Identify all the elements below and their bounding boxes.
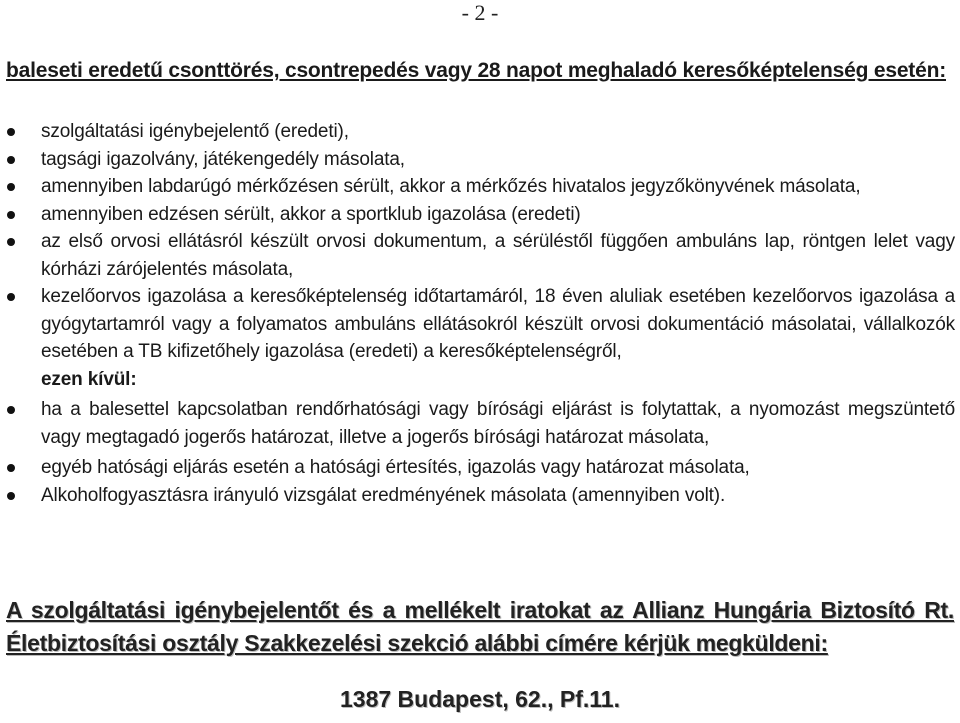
list-item: [0, 228, 960, 283]
list-item-text: az első orvosi ellátásról készült orvosi dokumentum, a sérüléstől függően ambuláns lap, röntgen lelet vagy kórházi zárójelentés másolata,: [41, 231, 955, 280]
list-item-text: tagsági igazolvány, játékengedély másolata,: [41, 148, 405, 170]
list-item-text: amennyiben labdarúgó mérkőzésen sérült, akkor a mérkőzés hivatalos jegyzőkönyvének másolata,: [41, 176, 861, 197]
section-heading: baleseti eredetű csonttörés, csontrepedés vagy 28 napot meghaladó keresőképtelenség esetén:: [6, 59, 946, 82]
list-item: [0, 146, 960, 174]
list-item-text: ha a balesettel kapcsolatban rendőrhatósági vagy bírósági eljárást is folytattak, a nyomozást megszüntető vagy megtagadó jogerős határozat, illetve a jogerős bírósági határozat másolata,: [41, 399, 955, 448]
list-item: [0, 283, 960, 393]
bullet-icon: [7, 238, 15, 246]
bullet-icon: [7, 156, 15, 164]
list-item-text: kezelőorvos igazolása a keresőképtelenség időtartamáról, 18 éven aluliak esetében kezelőorvos igazolása a gyógytartamról vagy a folyamatos ambuláns ellátásokról készült orvosi dokumentáció másolatai, vállalkozók esetében a TB kifizetőhely igazolása (eredeti) a keresőképtelenségről,: [41, 286, 955, 362]
list-item: [0, 173, 960, 201]
document-list: [0, 118, 960, 509]
list-item-text: szolgáltatási igénybejelentő (eredeti),: [41, 121, 349, 142]
list-item-text: Alkoholfogyasztásra irányuló vizsgálat eredményének másolata (amennyiben volt).: [41, 484, 726, 506]
list-item: [0, 454, 960, 482]
list-item: [0, 118, 960, 146]
bullet-icon: [7, 128, 15, 136]
closing-instruction: A szolgáltatási igénybejelentőt és a mellékelt iratokat az Allianz Hungária Biztosító Rt. Életbiztosítási osztály Szakkezelési szekció alábbi címére kérjük megküldeni:: [6, 597, 954, 656]
bullet-icon: [7, 211, 15, 219]
bullet-icon: [7, 406, 15, 414]
list-item-extra-bold: ezen kívül:: [41, 368, 137, 390]
bullet-icon: [7, 293, 15, 301]
mailing-address: 1387 Budapest, 62., Pf.11.: [340, 686, 620, 712]
list-item: [0, 396, 960, 451]
bullet-icon: [7, 183, 15, 191]
bullet-icon: [7, 492, 15, 500]
bullet-icon: [7, 464, 15, 472]
list-item-text: egyéb hatósági eljárás esetén a hatósági értesítés, igazolás vagy határozat másolata,: [41, 457, 750, 478]
page-number: - 2 -: [461, 0, 499, 25]
list-item: [0, 482, 960, 510]
list-item: [0, 201, 960, 229]
list-item-text: amennyiben edzésen sérült, akkor a sportklub igazolása (eredeti): [41, 203, 581, 225]
